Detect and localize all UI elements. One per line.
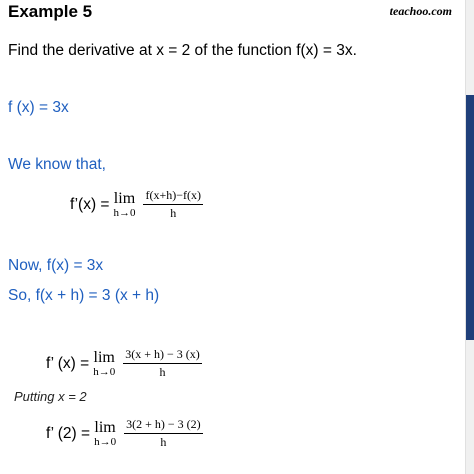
now-line: Now, f(x) = 3x bbox=[8, 257, 104, 274]
formula3-limit bbox=[94, 420, 116, 448]
formula1-lhs: f’(x) = bbox=[70, 195, 110, 213]
given-function: f (x) = 3x bbox=[8, 99, 69, 116]
formula2-numerator: 3(x + h) − 3 (x) bbox=[123, 348, 202, 364]
we-know-text: We know that, bbox=[8, 156, 106, 173]
formula1-denominator: h bbox=[170, 206, 177, 221]
formula3-lim-sub: h→0 bbox=[94, 435, 117, 448]
formula1-lim-sub: h→0 bbox=[113, 206, 136, 219]
formula2-fraction bbox=[123, 348, 202, 379]
formula1-lim-word: lim bbox=[113, 189, 136, 207]
teachoo-logo: teachoo.com bbox=[389, 4, 452, 18]
vertical-scrollbar[interactable] bbox=[465, 0, 474, 474]
formula2-lim-word: lim bbox=[93, 348, 115, 366]
formula1-numerator: f(x+h)−f(x) bbox=[143, 189, 203, 205]
formula2-denominator: h bbox=[159, 365, 166, 380]
putting-note: Putting x = 2 bbox=[14, 389, 87, 404]
formula1-limit bbox=[113, 191, 135, 219]
derivative-step bbox=[46, 348, 202, 379]
example-heading: Example 5 bbox=[8, 2, 93, 21]
formula2-lim-sub: h→0 bbox=[93, 365, 116, 378]
formula2-lhs: f’ (x) = bbox=[46, 354, 90, 372]
derivative-definition bbox=[70, 189, 203, 220]
formula3-lhs: f’ (2) = bbox=[46, 424, 91, 442]
formula3-denominator: h bbox=[160, 435, 167, 450]
formula1-fraction bbox=[143, 189, 203, 220]
so-line: So, f(x + h) = 3 (x + h) bbox=[8, 287, 160, 304]
derivative-at-2 bbox=[46, 418, 203, 449]
scrollbar-thumb[interactable] bbox=[466, 95, 474, 340]
formula3-numerator: 3(2 + h) − 3 (2) bbox=[124, 418, 203, 434]
formula3-lim-word: lim bbox=[94, 418, 116, 436]
formula3-fraction bbox=[124, 418, 203, 449]
formula2-limit bbox=[93, 350, 115, 378]
question-text: Find the derivative at x = 2 of the function f(x) = 3x. bbox=[8, 42, 357, 59]
